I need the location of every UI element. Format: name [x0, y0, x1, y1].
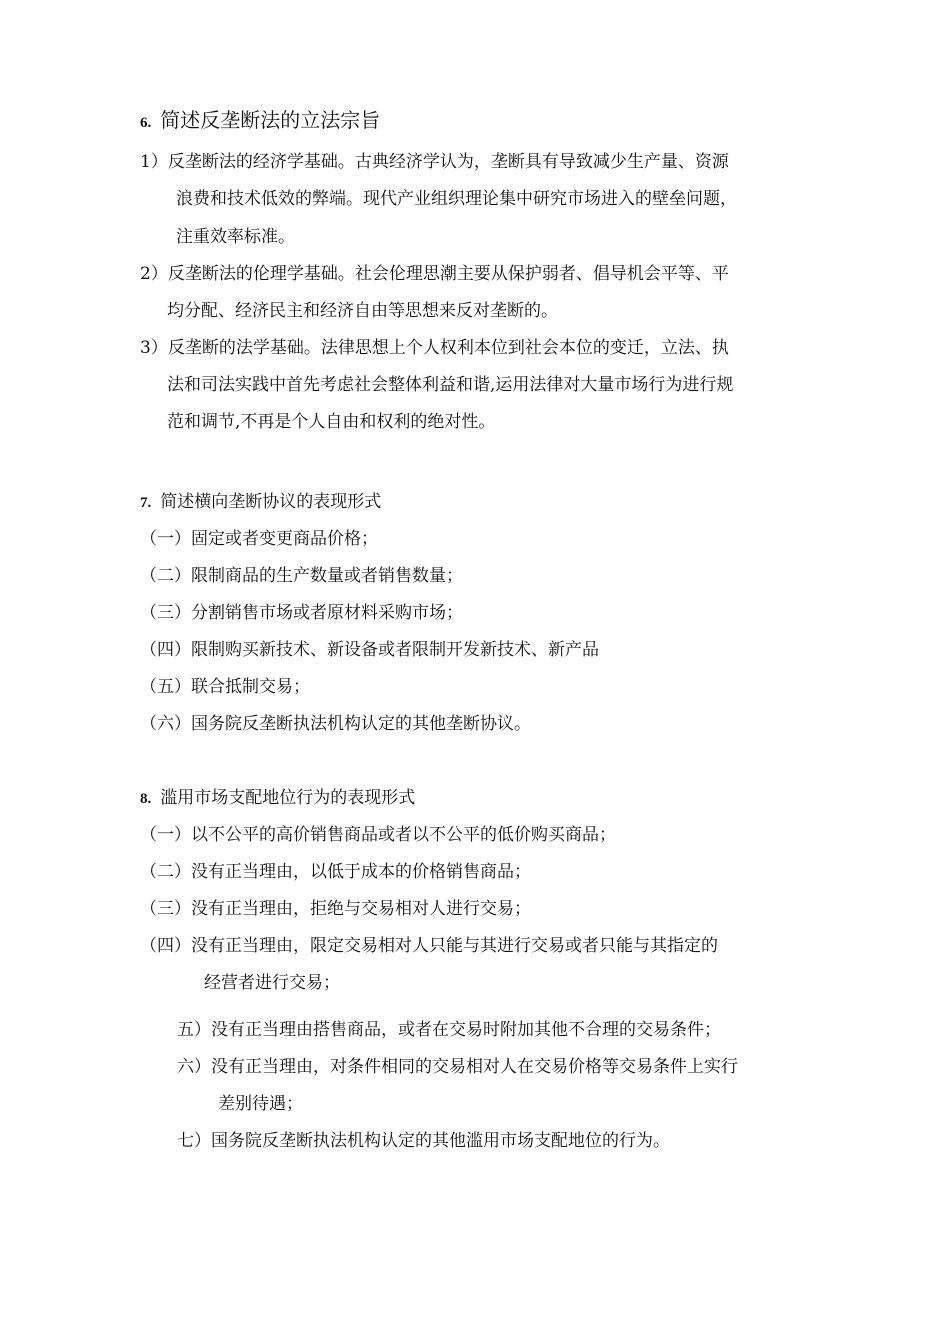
section-8-title: 滥用市场支配地位行为的表现形式: [160, 788, 416, 808]
section-7-item-3: （三）分割销售市场或者原材料采购市场；: [140, 603, 463, 623]
section-6-number: 6.: [140, 115, 152, 131]
section-7-item-5: （五）联合抵制交易；: [140, 677, 310, 697]
section-6-title: 简述反垄断法的立法宗旨: [160, 108, 381, 132]
section-8-item-6-cont: 差别待遇；: [218, 1094, 303, 1114]
section-8-number: 8.: [140, 791, 152, 807]
section-6-heading: [140, 108, 380, 135]
section-6-line-7: 法和司法实践中首先考虑社会整体利益和谐,运用法律对大量市场行为进行规: [167, 375, 734, 395]
section-8-item-3: （三）没有正当理由，拒绝与交易相对人进行交易；: [140, 899, 531, 919]
section-6-line-8: 范和调节,不再是个人自由和权利的绝对性。: [167, 412, 496, 432]
section-7-number: 7.: [140, 495, 152, 511]
section-6-line-2: 浪费和技术低效的弊端。现代产业组织理论集中研究市场进入的壁垒问题，: [176, 189, 737, 209]
section-7-item-2: （二）限制商品的生产数量或者销售数量；: [140, 566, 463, 586]
section-6-line-6: 3）反垄断的法学基础。法律思想上个人权利本位到社会本位的变迁，立法、执: [140, 338, 729, 358]
section-7-item-4: （四）限制购买新技术、新设备或者限制开发新技术、新产品: [140, 640, 599, 660]
section-8-item-4: （四）没有正当理由，限定交易相对人只能与其进行交易或者只能与其指定的: [140, 936, 718, 956]
section-7-item-1: （一）固定或者变更商品价格；: [140, 529, 378, 549]
section-7-item-6: （六）国务院反垄断执法机构认定的其他垄断协议。: [140, 714, 531, 734]
section-6-line-1: 1）反垄断法的经济学基础。古典经济学认为，垄断具有导致减少生产量、资源: [140, 152, 729, 172]
section-8-item-5: 五）没有正当理由搭售商品，或者在交易时附加其他不合理的交易条件；: [177, 1020, 721, 1040]
section-8-item-4-cont: 经营者进行交易；: [204, 973, 340, 993]
section-8-item-1: （一）以不公平的高价销售商品或者以不公平的低价购买商品；: [140, 825, 616, 845]
section-8-heading: [140, 786, 415, 811]
section-8-item-7: 七）国务院反垄断执法机构认定的其他滥用市场支配地位的行为。: [177, 1131, 670, 1151]
section-6-line-4: 2）反垄断法的伦理学基础。社会伦理思潮主要从保护弱者、倡导机会平等、平: [140, 264, 729, 284]
section-7-title: 简述横向垄断协议的表现形式: [160, 492, 382, 512]
section-8-item-6: 六）没有正当理由，对条件相同的交易相对人在交易价格等交易条件上实行: [177, 1057, 738, 1077]
section-7-heading: [140, 490, 381, 515]
section-6-line-3: 注重效率标准。: [176, 227, 295, 247]
section-6-line-5: 均分配、经济民主和经济自由等思想来反对垄断的。: [167, 301, 558, 321]
section-8-item-2: （二）没有正当理由，以低于成本的价格销售商品；: [140, 862, 531, 882]
